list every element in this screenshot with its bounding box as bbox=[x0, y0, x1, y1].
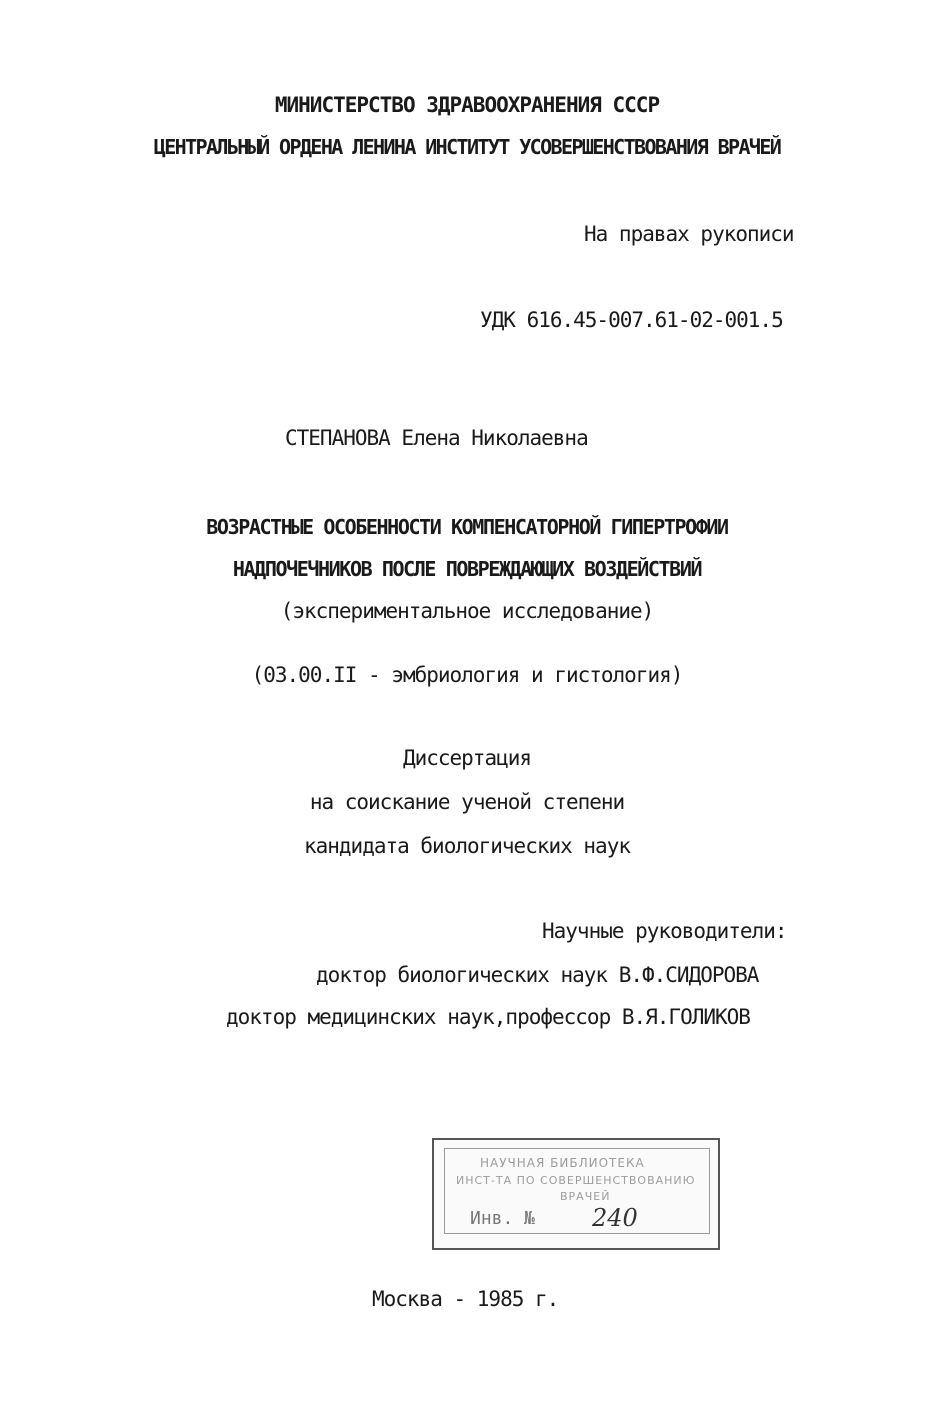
dissertation-line-2: на соискание ученой степени bbox=[309, 790, 625, 814]
title-line-1: ВОЗРАСТНЫЕ ОСОБЕННОСТИ КОМПЕНСАТОРНОЙ ГИПЕРТРОФИИ bbox=[206, 515, 728, 539]
title-line-2: НАДПОЧЕЧНИКОВ ПОСЛЕ ПОВРЕЖДАЮЩИХ ВОЗДЕЙСТВИЙ bbox=[232, 557, 702, 581]
dissertation-line-3: кандидата биологических наук bbox=[303, 834, 630, 858]
stamp-line-2: ИНСТ-ТА ПО СОВЕРШЕНСТВОВАНИЮ bbox=[456, 1174, 696, 1187]
city-year: Москва - 1985 г. bbox=[372, 1287, 559, 1311]
stamp-line-3: ВРАЧЕЙ bbox=[560, 1190, 611, 1203]
dissertation-line-1: Диссертация bbox=[402, 746, 532, 770]
stamp-inventory-number: 240 bbox=[592, 1204, 638, 1232]
specialty-code: (03.00.II - эмбриология и гистология) bbox=[251, 663, 683, 687]
supervisor-1: доктор биологических наук В.Ф.СИДОРОВА bbox=[316, 963, 759, 987]
author-name: СТЕПАНОВА Елена Николаевна bbox=[285, 426, 588, 450]
udk-code: УДК 616.45-007.61-02-001.5 bbox=[480, 308, 783, 332]
manuscript-rights: На правах рукописи bbox=[584, 222, 794, 246]
supervisor-2: доктор медицинских наук,профессор В.Я.ГОЛИКОВ bbox=[226, 1005, 750, 1029]
supervisors-heading: Научные руководители: bbox=[542, 919, 787, 943]
title-line-3: (экспериментальное исследование) bbox=[280, 599, 654, 623]
ministry-line: МИНИСТЕРСТВО ЗДРАВООХРАНЕНИЯ СССР bbox=[274, 93, 660, 117]
institute-line: ЦЕНТРАЛЬНЫЙ ОРДЕНА ЛЕНИНА ИНСТИТУТ УСОВЕРШЕНСТВОВАНИЯ ВРАЧЕЙ bbox=[153, 135, 781, 159]
stamp-inventory-label: Инв. № bbox=[470, 1208, 536, 1229]
library-stamp bbox=[432, 1138, 720, 1250]
stamp-line-1: НАУЧНАЯ БИБЛИОТЕКА bbox=[480, 1156, 645, 1170]
